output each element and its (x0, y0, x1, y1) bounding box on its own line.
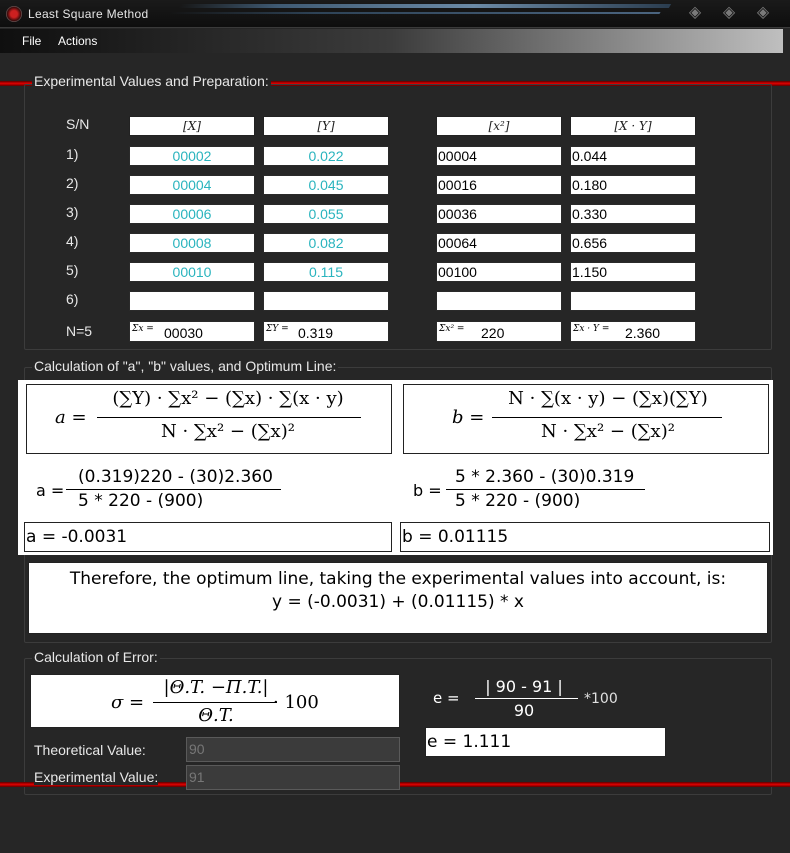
cell-xy-row-5: 1.150 (570, 262, 696, 282)
row-label-1: 1) (66, 146, 79, 162)
cell-xy-row-4: 0.656 (570, 233, 696, 253)
cell-y-row-6[interactable] (263, 291, 389, 311)
sum-x2-field (436, 321, 562, 342)
calculation-title: Calculation of "a", "b" values, and Optimum Line: (34, 358, 337, 374)
cell-y-row-1[interactable]: 0.022 (263, 146, 389, 166)
conclusion-box (28, 562, 768, 634)
formula-a-lhs: a = (55, 407, 87, 428)
sum-y-symbol: ΣY = (266, 324, 289, 334)
error-formula-numerator: |Θ.T. −Π.T.| (163, 677, 269, 698)
row-label-3: 3) (66, 204, 79, 220)
n-label: N=5 (66, 323, 93, 339)
theoretical-value-input[interactable]: 90 (186, 737, 400, 762)
sum-x-value: 00030 (164, 325, 203, 341)
formula-a-denominator: N · ∑x² − (∑x)² (161, 421, 295, 442)
error-formula-box (30, 674, 400, 728)
cell-x-row-5[interactable]: 00010 (129, 262, 255, 282)
header-y: [Y] (263, 116, 389, 136)
cell-xy-row-1: 0.044 (570, 146, 696, 166)
menu-actions[interactable]: Actions (58, 34, 98, 48)
theoretical-label: Theoretical Value: (34, 742, 146, 758)
sub-a-lhs: a = (36, 481, 65, 500)
cell-x2-row-5: 00100 (436, 262, 562, 282)
sum-y-value: 0.319 (298, 325, 334, 341)
cell-xy-row-6 (570, 291, 696, 311)
conclusion-line-1: Therefore, the optimum line, taking the experimental values into account, is: (69, 569, 727, 589)
formula-a-bar (97, 417, 361, 418)
sum-x2-symbol: Σx² = (439, 324, 465, 334)
sub-a-denominator: 5 * 220 - (900) (78, 491, 204, 511)
experimental-label: Experimental Value: (34, 769, 159, 785)
error-formula-bar (153, 702, 277, 703)
result-a-field[interactable]: a = -0.0031 (24, 522, 392, 552)
sum-x-field (129, 321, 255, 342)
sub-a-bar (66, 489, 281, 490)
maximize-icon[interactable]: ◈ (722, 4, 736, 21)
minimize-icon[interactable]: ◈ (688, 4, 702, 21)
cell-y-row-2[interactable]: 0.045 (263, 175, 389, 195)
error-sub-lhs: e = (433, 689, 460, 707)
cell-xy-row-3: 0.330 (570, 204, 696, 224)
cell-x2-row-1: 00004 (436, 146, 562, 166)
experimental-title: Experimental Values and Preparation: (34, 73, 269, 89)
optimum-line-equation: y = (-0.0031) + (0.01115) * x (272, 592, 524, 612)
formula-a-numerator: (∑Y) · ∑x² − (∑x) · ∑(x · y) (112, 388, 344, 409)
cell-y-row-4[interactable]: 0.082 (263, 233, 389, 253)
close-icon[interactable]: ◈ (756, 4, 770, 21)
cell-y-row-3[interactable]: 0.055 (263, 204, 389, 224)
sub-b-denominator: 5 * 220 - (900) (455, 491, 581, 511)
sum-xy-field (570, 321, 696, 342)
formula-b-numerator: N · ∑(x · y) − (∑x)(∑Y) (508, 388, 708, 409)
app-logo-icon (6, 6, 22, 22)
cell-x2-row-6 (436, 291, 562, 311)
menu-bar (0, 29, 783, 53)
header-x: [X] (129, 116, 255, 136)
sum-y-field (263, 321, 389, 342)
row-label-2: 2) (66, 175, 79, 191)
formula-b-lhs: b = (452, 407, 485, 428)
sub-b-bar (446, 489, 645, 490)
sub-b-numerator: 5 * 2.360 - (30)0.319 (455, 467, 635, 487)
formula-b-denominator: N · ∑x² − (∑x)² (541, 421, 675, 442)
sum-xy-symbol: Σx · Y = (573, 324, 610, 334)
error-title: Calculation of Error: (34, 649, 158, 665)
result-b-field[interactable]: b = 0.01115 (400, 522, 770, 552)
sn-header: S/N (66, 116, 90, 132)
title-bar (0, 0, 790, 28)
error-sub-factor: *100 (584, 691, 618, 707)
error-result-field[interactable]: e = 1.111 (425, 727, 666, 757)
error-formula-denominator: Θ.T. (198, 705, 234, 726)
cell-x2-row-4: 00064 (436, 233, 562, 253)
cell-x-row-6[interactable] (129, 291, 255, 311)
cell-x-row-2[interactable]: 00004 (129, 175, 255, 195)
error-sub-bar (475, 698, 578, 699)
window-title: Least Square Method (28, 7, 149, 21)
experimental-value-input[interactable]: 91 (186, 765, 400, 790)
formula-a-box (26, 384, 392, 454)
formula-b-bar (492, 417, 722, 418)
error-formula-factor: · 100 (273, 692, 319, 713)
menu-file[interactable]: File (22, 34, 42, 48)
cell-x2-row-3: 00036 (436, 204, 562, 224)
row-label-6: 6) (66, 291, 79, 307)
sum-x-symbol: Σx = (132, 324, 154, 334)
title-accent-stripe-2 (169, 12, 660, 14)
header-xy: [X · Y] (570, 116, 696, 136)
cell-xy-row-2: 0.180 (570, 175, 696, 195)
cell-x-row-4[interactable]: 00008 (129, 233, 255, 253)
sub-a-numerator: (0.319)220 - (30)2.360 (78, 467, 273, 487)
title-accent-stripe (179, 4, 671, 8)
cell-y-row-5[interactable]: 0.115 (263, 262, 389, 282)
row-label-5: 5) (66, 262, 79, 278)
cell-x2-row-2: 00016 (436, 175, 562, 195)
error-sub-numerator: | 90 - 91 | (485, 677, 563, 696)
row-label-4: 4) (66, 233, 79, 249)
formula-b-box (403, 384, 769, 454)
cell-x-row-3[interactable]: 00006 (129, 204, 255, 224)
sub-b-lhs: b = (413, 481, 442, 500)
sum-x2-value: 220 (481, 325, 505, 341)
cell-x-row-1[interactable]: 00002 (129, 146, 255, 166)
sum-xy-value: 2.360 (625, 325, 661, 341)
error-formula-lhs: σ = (111, 692, 145, 713)
header-x2: [x²] (436, 116, 562, 136)
error-sub-denominator: 90 (513, 701, 535, 720)
